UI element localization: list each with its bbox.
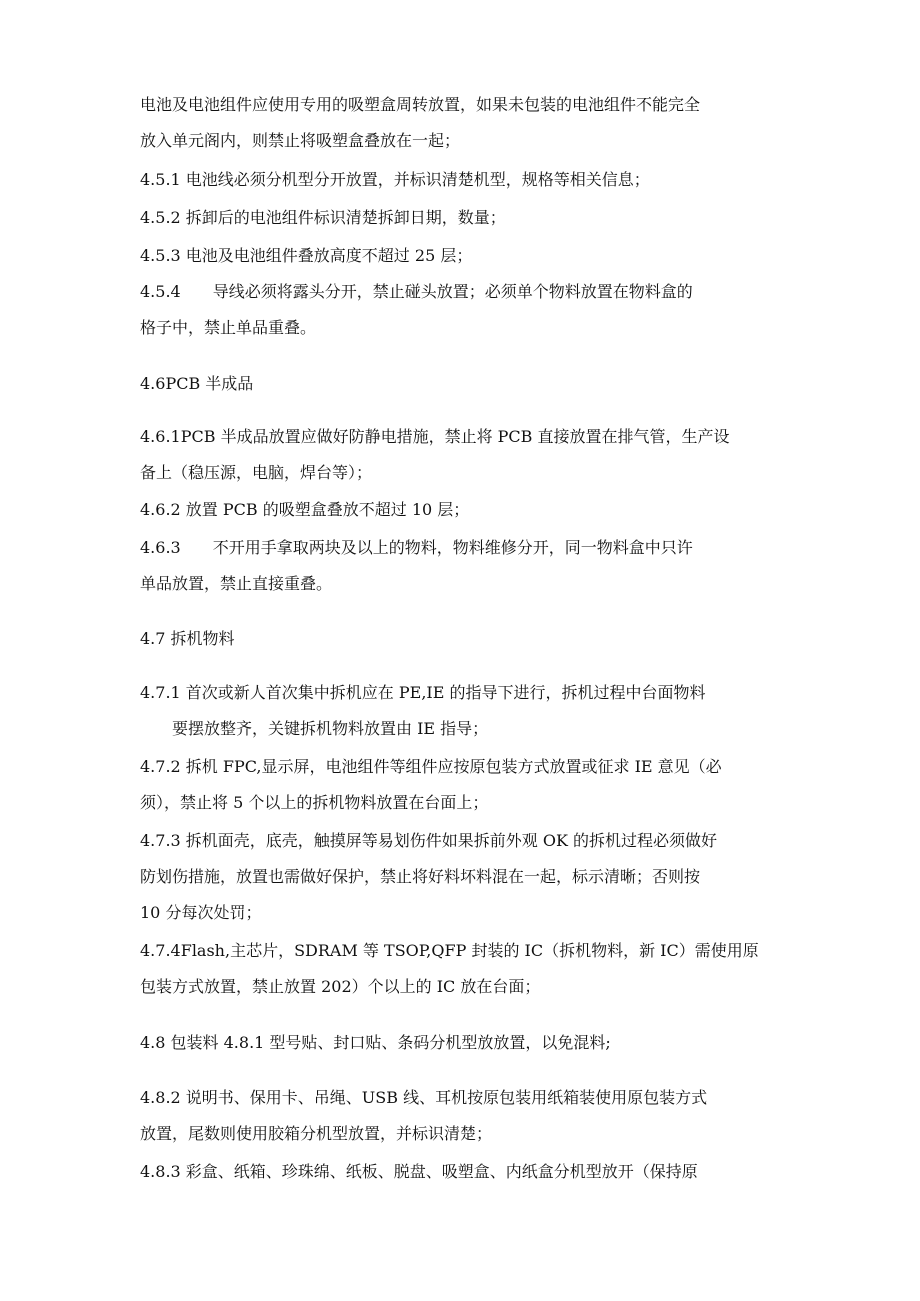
paragraph-line: 4.7.4Flash,主芯片，SDRAM 等 TSOP,QFP 封装的 IC（拆机物料，新 IC）需使用原 — [140, 941, 759, 960]
section-heading: 4.7 拆机物料 — [140, 629, 235, 648]
paragraph-line: 格子中，禁止单品重叠。 — [140, 318, 317, 337]
paragraph-line: 4.7.3 拆机面壳，底壳，触摸屏等易划伤件如果拆前外观 OK 的拆机过程必须做好 — [140, 831, 718, 850]
paragraph-line: 4.7.2 拆机 FPC,显示屏，电池组件等组件应按原包装方式放置或征求 IE 意见（必 — [140, 757, 722, 776]
paragraph-line: 单品放置，禁止直接重叠。 — [140, 574, 333, 593]
paragraph-line: 须），禁止将 5 个以上的拆机物料放置在台面上； — [140, 793, 489, 812]
paragraph-line: 防划伤措施，放置也需做好保护，禁止将好料坏料混在一起，标示清晰；否则按 — [140, 867, 701, 886]
paragraph-line: 要摆放整齐，关键拆机物料放置由 IE 指导； — [172, 719, 489, 738]
paragraph-line: 4.6.1PCB 半成品放置应做好防静电措施，禁止将 PCB 直接放置在排气管，生产设 — [140, 427, 730, 446]
paragraph-line: 4.6.3 不开用手拿取两块及以上的物料，物料维修分开，同一物料盒中只许 — [140, 538, 693, 557]
paragraph-line: 4.8.2 说明书、保用卡、吊绳、USB 线、耳机按原包装用纸箱装使用原包装方式 — [140, 1088, 708, 1107]
paragraph-line: 4.5.2 拆卸后的电池组件标识清楚拆卸日期，数量； — [140, 208, 506, 227]
paragraph-line: 4.5.1 电池线必须分机型分开放置，并标识清楚机型，规格等相关信息； — [140, 170, 650, 189]
paragraph-line: 备上（稳压源，电脑，焊台等）； — [140, 463, 373, 482]
paragraph-line: 4.8.3 彩盒、纸箱、珍珠绵、纸板、脱盘、吸塑盒、内纸盒分机型放开（保持原 — [140, 1162, 698, 1181]
section-heading: 4.8 包装料 4.8.1 型号贴、封口贴、条码分机型放放置，以免混料; — [140, 1033, 611, 1052]
paragraph-line: 4.5.4 导线必须将露头分开，禁止碰头放置；必须单个物料放置在物料盒的 — [140, 282, 693, 301]
paragraph-line: 4.5.3 电池及电池组件叠放高度不超过 25 层； — [140, 246, 473, 265]
paragraph-line: 电池及电池组件应使用专用的吸塑盒周转放置，如果未包装的电池组件不能完全 — [140, 95, 701, 114]
paragraph-line: 4.7.1 首次或新人首次集中拆机应在 PE,IE 的指导下进行，拆机过程中台面物料 — [140, 683, 706, 702]
paragraph-line: 10 分每次处罚； — [140, 903, 262, 922]
paragraph-line: 4.6.2 放置 PCB 的吸塑盒叠放不超过 10 层； — [140, 500, 470, 519]
paragraph-line: 放入单元阁内，则禁止将吸塑盒叠放在一起； — [140, 131, 461, 150]
paragraph-line: 放置，尾数则使用胶箱分机型放置，并标识清楚； — [140, 1124, 493, 1143]
paragraph-line: 包装方式放置，禁止放置 202）个以上的 IC 放在台面； — [140, 977, 541, 996]
section-heading: 4.6PCB 半成品 — [140, 374, 254, 393]
